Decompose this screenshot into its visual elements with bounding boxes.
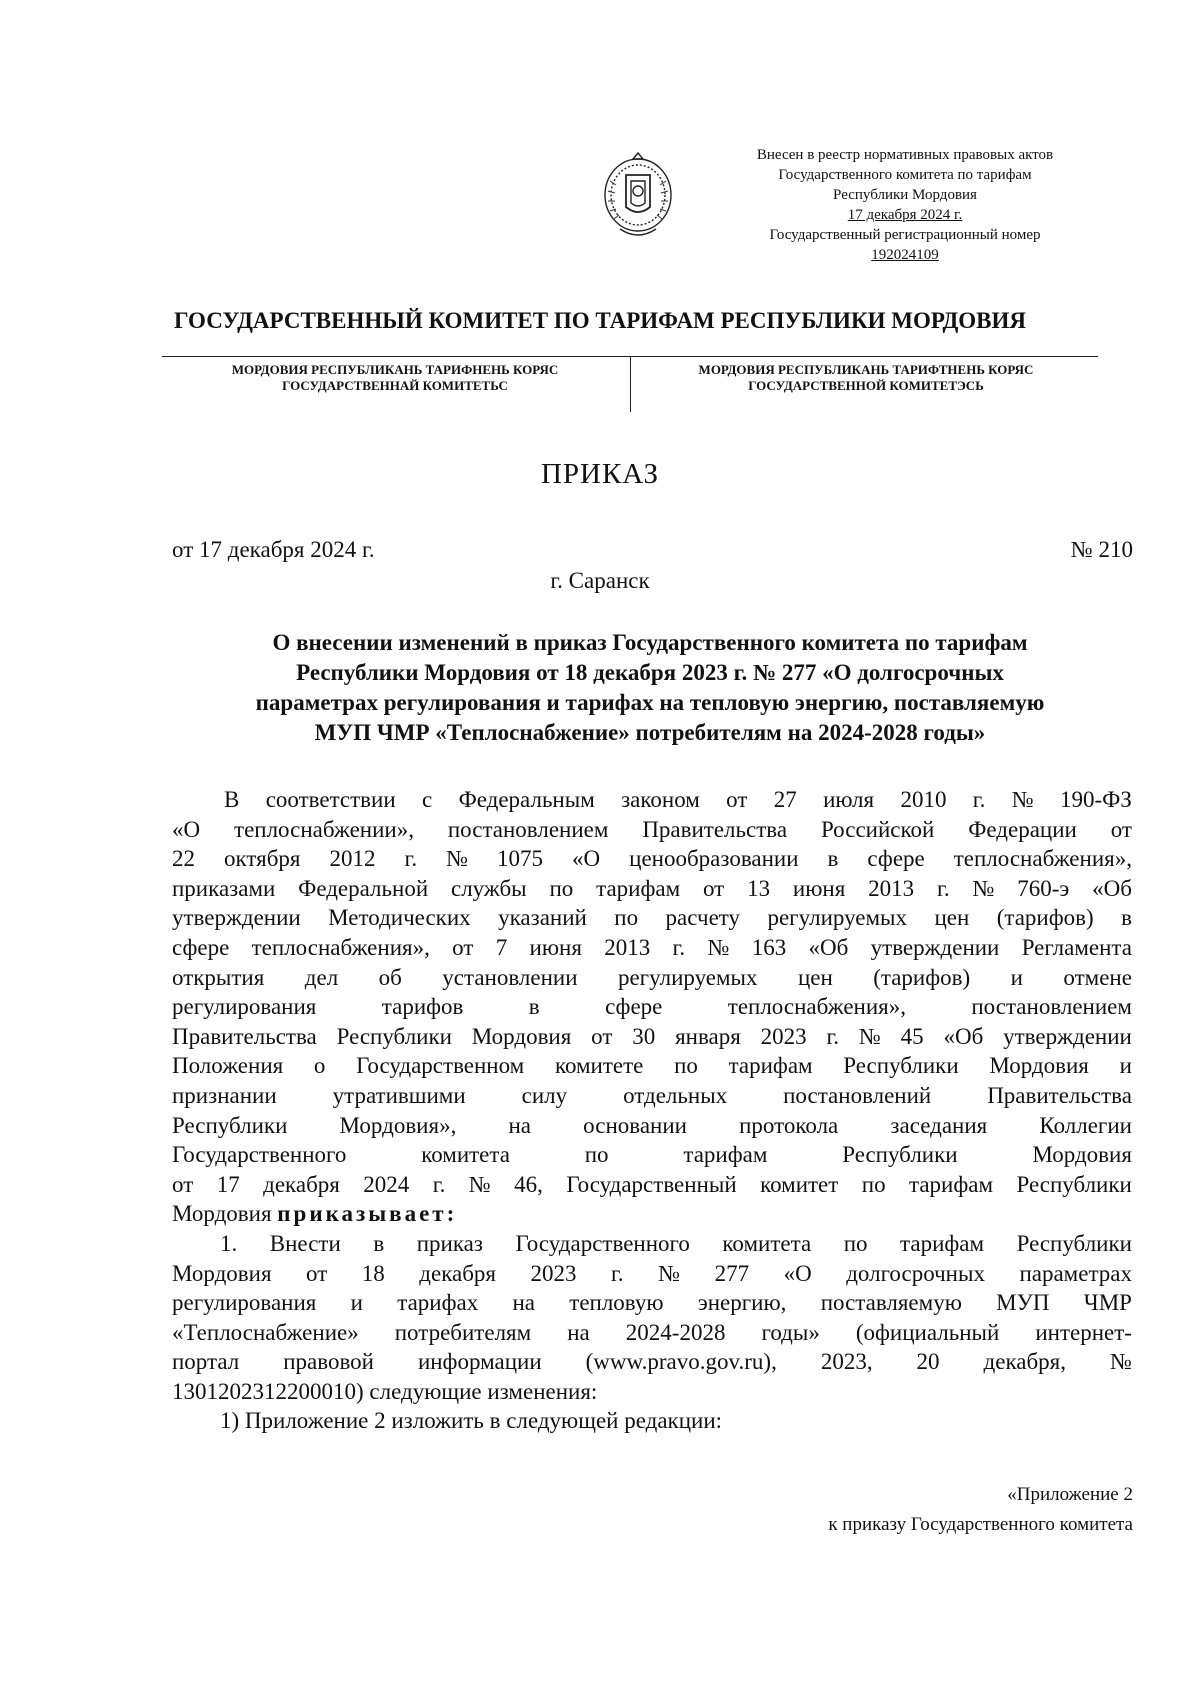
header-vertical-divider xyxy=(630,357,631,412)
preamble-last-line xyxy=(172,1199,1132,1229)
document-title: ПРИКАЗ xyxy=(540,458,660,490)
appendix-heading xyxy=(700,1480,1133,1540)
subitem-1-line: 1) Приложение 2 изложить в следующей редакции: xyxy=(220,1408,723,1434)
item-1-paragraph xyxy=(172,1229,1132,1407)
registry-stamp xyxy=(735,145,1075,265)
order-date: от 17 декабря 2024 г. xyxy=(172,537,375,562)
body-line: «О теплоснабжении», постановлением Правительства Российской Федерации от xyxy=(172,816,1132,842)
order-subject xyxy=(170,628,1130,748)
committee-name-line: МОРДОВИЯ РЕСПУБЛИКАНЬ ТАРИФТНЕНЬ КОРЯС xyxy=(698,362,1034,377)
body-line: 22 октября 2012 г. № 1075 «О ценообразовании в сфере теплоснабжения», xyxy=(172,846,1132,872)
registry-line: Республики Мордовия xyxy=(833,187,977,203)
preamble-text: Мордовия xyxy=(172,1201,272,1227)
body-line: 1. Внести в приказ Государственного комитета по тарифам Республики xyxy=(220,1230,1132,1256)
body-line: портал правовой информации (www.pravo.gov.ru), 2023, 20 декабря, № xyxy=(172,1349,1132,1375)
body-line: признании утратившими силу отдельных постановлений Правительства xyxy=(172,1082,1132,1108)
body-line: Положения о Государственном комитете по тарифам Республики Мордовия и xyxy=(172,1053,1132,1079)
registry-line: Государственный регистрационный номер xyxy=(769,227,1041,243)
body-line: приказами Федеральной службы по тарифам от 13 июня 2013 г. № 760-э «Об xyxy=(172,875,1132,901)
order-body xyxy=(172,785,1132,1436)
operative-word: приказывает: xyxy=(277,1201,458,1227)
body-line: регулирования и тарифах на тепловую энергию, поставляемую МУП ЧМР xyxy=(172,1290,1132,1316)
preamble-paragraph xyxy=(172,785,1132,1199)
appendix-line: к приказу Государственного комитета xyxy=(828,1514,1133,1535)
registry-number: 192024109 xyxy=(871,247,939,263)
registry-line: Государственного комитета по тарифам xyxy=(778,167,1032,183)
body-line: регулирования тарифов в сфере теплоснабжения», постановлением xyxy=(172,994,1132,1020)
subject-line: МУП ЧМР «Теплоснабжение» потребителям на 2024-2028 годы» xyxy=(314,720,986,745)
body-line: 1301202312200010) следующие изменения: xyxy=(172,1378,598,1404)
subject-line: Республики Мордовия от 18 декабря 2023 г. № 277 «О долгосрочных xyxy=(296,660,1004,685)
body-line: «Теплоснабжение» потребителям на 2024-2028 годы» (официальный интернет- xyxy=(172,1319,1132,1345)
coat-of-arms-icon xyxy=(598,151,678,241)
body-line: В соответствии с Федеральным законом от 27 июля 2010 г. № 190-ФЗ xyxy=(224,787,1132,812)
registry-line: Внесен в реестр нормативных правовых актов xyxy=(756,147,1054,163)
order-number: № 210 xyxy=(1070,537,1133,562)
body-line: Правительства Республики Мордовия от 30 января 2023 г. № 45 «Об утверждении xyxy=(172,1023,1132,1049)
body-line: открытия дел об установлении регулируемых цен (тарифов) и отмене xyxy=(172,964,1132,990)
body-line: Республики Мордовия», на основании протокола заседания Коллегии xyxy=(172,1112,1132,1138)
subject-line: параметрах регулирования и тарифах на тепловую энергию, поставляемую xyxy=(255,690,1045,715)
order-city: г. Саранск xyxy=(550,568,650,593)
body-line: утверждении Методических указаний по расчету регулируемых цен (тарифов) в xyxy=(172,905,1132,931)
committee-name-moksha xyxy=(165,362,625,394)
registry-date: 17 декабря 2024 г. xyxy=(847,207,963,223)
body-line: от 17 декабря 2024 г. № 46, Государственный комитет по тарифам Республики xyxy=(172,1171,1132,1197)
committee-title: ГОСУДАРСТВЕННЫЙ КОМИТЕТ ПО ТАРИФАМ РЕСПУБЛИКИ МОРДОВИЯ xyxy=(174,308,1026,333)
committee-name-line: ГОСУДАРСТВЕННОЙ КОМИТЕТЭСЬ xyxy=(748,378,984,393)
body-line: сфере теплоснабжения», от 7 июня 2013 г. № 163 «Об утверждении Регламента xyxy=(172,934,1132,960)
committee-name-line: МОРДОВИЯ РЕСПУБЛИКАНЬ ТАРИФНЕНЬ КОРЯС xyxy=(231,362,559,377)
committee-name-line: ГОСУДАРСТВЕННАЙ КОМИТЕТЬС xyxy=(282,378,508,393)
subject-line: О внесении изменений в приказ Государственного комитета по тарифам xyxy=(272,630,1028,655)
body-line: Государственного комитета по тарифам Республики Мордовия xyxy=(172,1142,1132,1168)
appendix-line: «Приложение 2 xyxy=(1007,1484,1133,1505)
body-line: Мордовия от 18 декабря 2023 г. № 277 «О долгосрочных параметрах xyxy=(172,1260,1132,1286)
committee-name-erzya xyxy=(636,362,1096,394)
